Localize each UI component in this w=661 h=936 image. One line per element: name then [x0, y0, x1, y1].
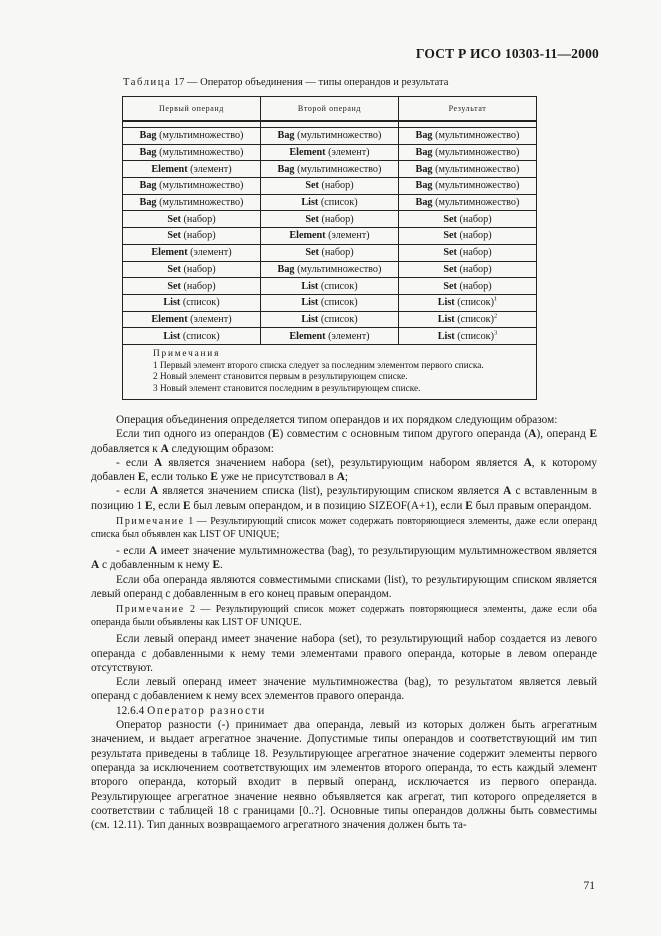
second-operand-cell: Set (набор) [260, 211, 398, 228]
second-operand-cell: Element (элемент) [260, 144, 398, 161]
paragraph: Если левый операнд имеет значение набора (set), то результирующий набор создается из левого операнда с добавленными к нему теми элементами правого операнда, которые в левом операнде отсутствуют. [91, 633, 597, 674]
first-operand-cell: Element (элемент) [123, 311, 261, 328]
table-caption-label: Таблица [123, 77, 172, 88]
note-3: 3 Новый элемент становится последним в результирующем списке. [153, 383, 421, 394]
document-header: ГОСТ Р ИСО 10303-11—2000 [415, 46, 599, 61]
first-operand-cell: List (список) [123, 328, 261, 345]
result-cell: Set (набор) [398, 244, 536, 261]
body-text [91, 413, 597, 832]
result-cell: Bag (мультимножество) [398, 194, 536, 211]
second-operand-cell: Set (набор) [260, 244, 398, 261]
header-second-operand: Второй операнд [260, 97, 398, 122]
result-cell: Bag (мультимножество) [398, 161, 536, 178]
table-row [123, 228, 537, 245]
first-operand-cell: Bag (мультимножество) [123, 144, 261, 161]
paragraph: Если оба операнда являются совместимыми списками (list), то результирующим списком является левый операнд с добавленным в его конец правым операндом. [91, 573, 597, 600]
result-cell: Set (набор) [398, 211, 536, 228]
second-operand-cell: Bag (мультимножество) [260, 261, 398, 278]
bullet-set: - если A является значением набора (set), результирующим набором является A, к которому добавлен E, если только E уже не присутствовал в A; [91, 456, 597, 484]
second-operand-cell: List (список) [260, 194, 398, 211]
first-operand-cell: Element (элемент) [123, 161, 261, 178]
table-row [123, 261, 537, 278]
paragraph: Если тип одного из операндов (E) совместим с основным типом другого операнда (A), операнд E добавляется к A следующим образом: [91, 428, 597, 455]
table-row [123, 211, 537, 228]
table-caption-number: 17 [173, 77, 185, 88]
note-1: 1 Первый элемент второго списка следует за последним элементом первого списка. [153, 360, 484, 371]
table-row [123, 144, 537, 161]
page-number: 71 [583, 880, 595, 892]
table-row [123, 244, 537, 261]
table-row [123, 178, 537, 195]
header-result: Результат [398, 97, 536, 122]
second-operand-cell: Element (элемент) [260, 328, 398, 345]
second-operand-cell: Element (элемент) [260, 228, 398, 245]
first-operand-cell: Bag (мультимножество) [123, 194, 261, 211]
section-heading: 12.6.4 Оператор разности [116, 704, 266, 717]
first-operand-cell: Bag (мультимножество) [123, 178, 261, 195]
first-operand-cell: Element (элемент) [123, 244, 261, 261]
table-row [123, 311, 537, 328]
first-operand-cell: Set (набор) [123, 278, 261, 295]
first-operand-cell: Set (набор) [123, 228, 261, 245]
second-operand-cell: Bag (мультимножество) [260, 128, 398, 145]
table-body [123, 121, 537, 344]
result-cell: List (список)$^3$ [398, 328, 536, 345]
second-operand-cell: List (список) [260, 294, 398, 311]
table-row [123, 294, 537, 311]
first-operand-cell: List (список) [123, 294, 261, 311]
table-notes [123, 344, 537, 399]
result-cell: List (список)$^1$ [398, 294, 536, 311]
result-cell: Set (набор) [398, 228, 536, 245]
table-row [123, 278, 537, 295]
result-cell: Bag (мультимножество) [398, 144, 536, 161]
table-row [123, 161, 537, 178]
result-cell: Set (набор) [398, 278, 536, 295]
bullet-list: - если A является значением списка (list), результирующим списком является A с вставленным в позицию 1 E, если E был левым операндом, и в позицию SIZEOF(A+1), если E был правым операндом. [91, 485, 598, 512]
note-paragraph-2: Примечание 2 — Результирующий список может содержать повторяющиеся элементы, даже если оба операнда были объявлены как LIST OF UNIQUE. [91, 604, 597, 629]
table-caption [123, 77, 448, 88]
table-row [123, 128, 537, 145]
table-header-row [123, 97, 537, 122]
note-2: 2 Новый элемент становится первым в результирующем списке. [153, 372, 408, 383]
result-cell: Bag (мультимножество) [398, 178, 536, 195]
header-first-operand: Первый операнд [123, 97, 261, 122]
second-operand-cell: Bag (мультимножество) [260, 161, 398, 178]
result-cell: Bag (мультимножество) [398, 128, 536, 145]
table-row [123, 328, 537, 345]
first-operand-cell: Set (набор) [123, 261, 261, 278]
first-operand-cell: Bag (мультимножество) [123, 128, 261, 145]
paragraph: Оператор разности (-) принимает два операнда, левый из которых должен быть агрегатным значением, и выдает агрегатное значение. Допустимые типы операндов и соответствующий им тип результата приведены в таблице 18. Результирующее агрегатное значение содержит элементы первого операнда за исключением соответствующих им элементов второго операнда, то есть каждый элемент второго операнда, который входит в первый операнд, исключается из первого операнда. Результирующее агрегатное значение неявно объявляется как агрегат, тип которого определяется в соответствии с таблицей 18 с границами [0..?]. Основные типы операндов должны быть совместимы (см. 12.11). Тип данных возвращаемого агрегатного значения должен быть та- [91, 719, 597, 832]
first-operand-cell: Set (набор) [123, 211, 261, 228]
table-caption-text: — Оператор объединения — типы операндов и результата [186, 77, 449, 88]
note-paragraph-1: Примечание 1 — Результирующий список может содержать повторяющиеся элементы, даже если операнд списка был объявлен как LIST OF UNIQUE; [91, 516, 597, 541]
table-row [123, 194, 537, 211]
second-operand-cell: List (список) [260, 311, 398, 328]
result-cell: List (список)$^2$ [398, 311, 536, 328]
second-operand-cell: Set (набор) [260, 178, 398, 195]
union-operator-table [122, 96, 537, 400]
paragraph: Операция объединения определяется типом операндов и их порядком следующим образом: [116, 414, 558, 426]
notes-row [123, 344, 537, 399]
bullet-bag: - если A имеет значение мультимножества (bag), то результирующим мультимножеством является A с добавленным к нему E. [91, 545, 598, 572]
notes-heading: Примечания [153, 348, 221, 359]
second-operand-cell: List (список) [260, 278, 398, 295]
result-cell: Set (набор) [398, 261, 536, 278]
paragraph: Если левый операнд имеет значение мультимножества (bag), то результатом является левый операнд с добавлением к нему всех элементов правого операнда. [91, 676, 597, 703]
